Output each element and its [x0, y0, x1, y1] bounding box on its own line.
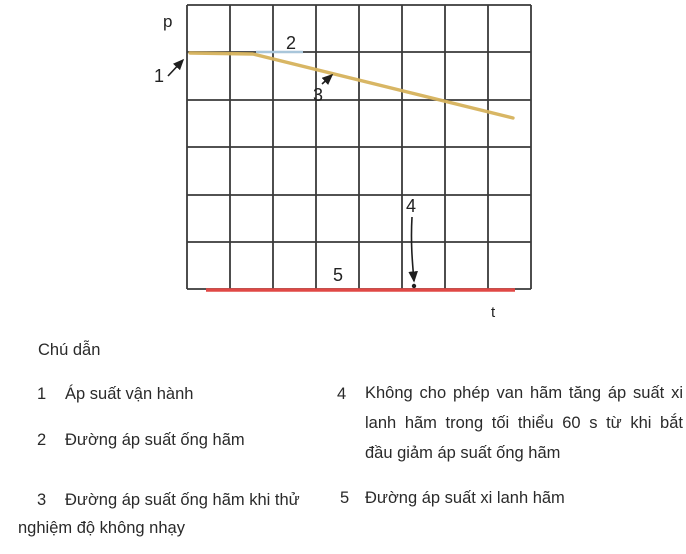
callout-3-arrow: [322, 75, 332, 84]
callout-1-arrow: [168, 60, 183, 76]
insensitivity-test-pressure-line: [190, 53, 513, 118]
callout-4-arrow: [411, 217, 414, 281]
legend-item-3-text-line2: nghiệm độ không nhạy: [18, 519, 185, 537]
y-axis-label: p: [163, 12, 173, 31]
legend-item-2-text: Đường áp suất ống hãm: [65, 431, 245, 449]
legend-item-4-text-line2: lanh hãm trong tối thiểu 60 s từ khi bắt: [365, 414, 683, 432]
legend-item-3-text-line1: Đường áp suất ống hãm khi thử: [65, 491, 300, 509]
callout-1-label: 1: [154, 66, 165, 86]
legend-item-5-number: 5: [340, 489, 350, 507]
legend-item-1-number: 1: [37, 385, 47, 403]
callout-5-label: 5: [333, 265, 344, 285]
callout-2-label: 2: [286, 33, 297, 53]
legend-item-1-text: Áp suất vận hành: [65, 385, 194, 403]
x-axis-label: t: [491, 304, 496, 321]
legend-item-4-text-line1: Không cho phép van hãm tăng áp suất xi: [365, 384, 683, 402]
legend-item-4-text-line3: đầu giảm áp suất ống hãm: [365, 444, 561, 462]
legend-item-4-text: [365, 378, 683, 468]
callout-4-arrow-tip: [412, 284, 416, 288]
callout-3-label: 3: [313, 85, 324, 105]
grid-lines: [187, 5, 531, 289]
legend-item-3-number: 3: [37, 491, 47, 509]
callout-4-label: 4: [406, 196, 417, 216]
legend-item-4-number: 4: [337, 385, 347, 403]
legend-title: Chú dẫn: [38, 341, 101, 359]
legend-item-5-text: Đường áp suất xi lanh hãm: [365, 489, 565, 507]
legend-item-2-number: 2: [37, 431, 47, 449]
